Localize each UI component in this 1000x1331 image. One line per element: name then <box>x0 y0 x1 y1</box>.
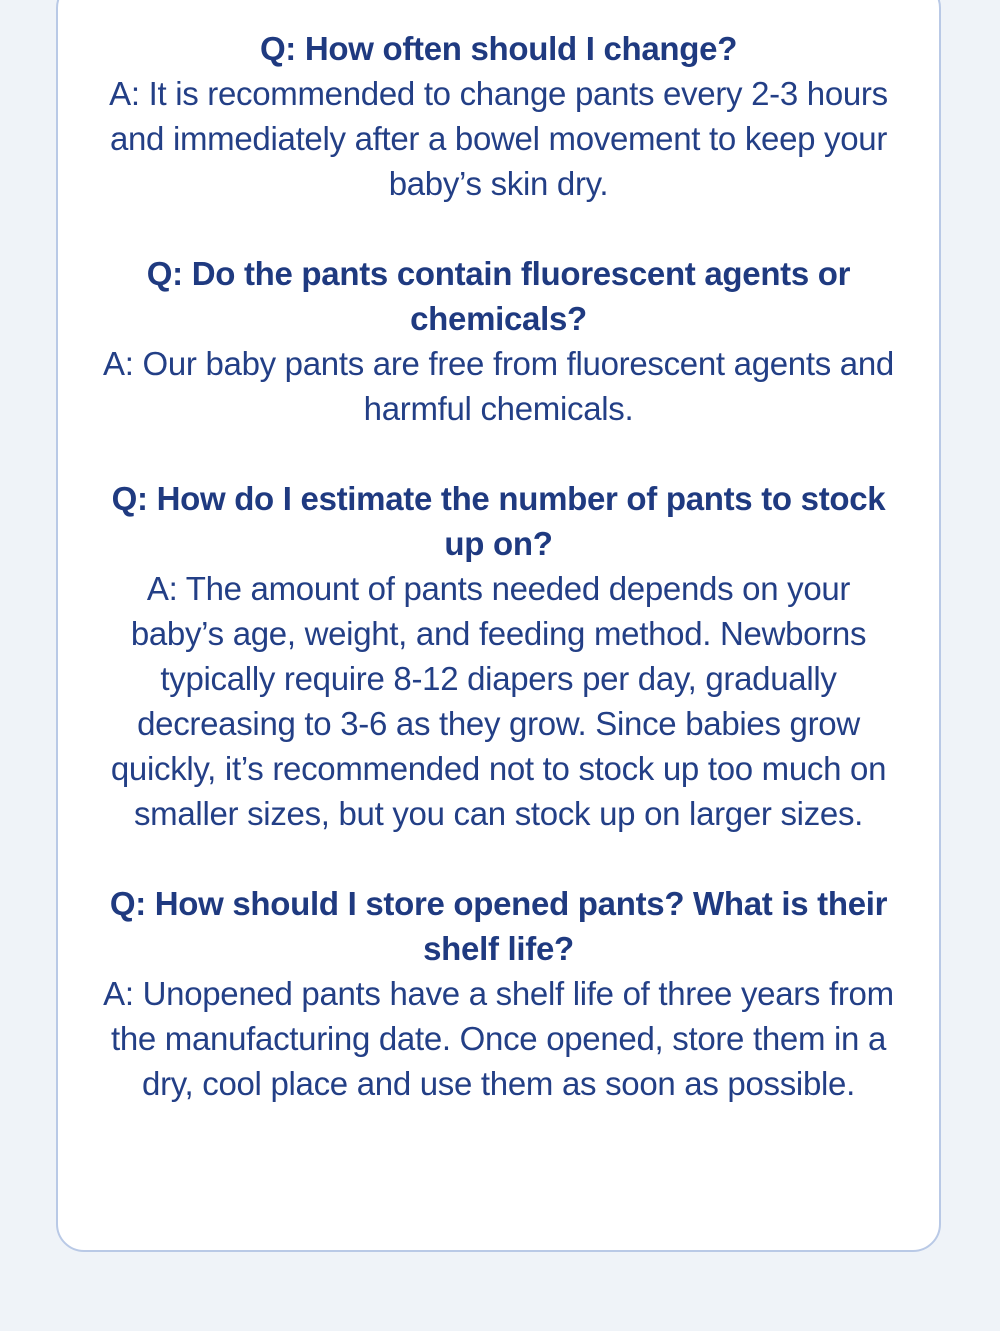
faq-question: Q: Do the pants contain fluorescent agents or chemicals? <box>146 255 851 337</box>
faq-question: Q: How often should I change? <box>259 30 738 67</box>
faq-answer: A: The amount of pants needed depends on your baby’s age, weight, and feeding method. Newborns typically require 8-12 diapers per day, gradually decreasing to 3-6 as they grow. Since babies grow quickly, it’s recommended not to stock up too much on smaller sizes, but you can stock up on larger sizes. <box>110 570 887 832</box>
faq-item <box>98 26 899 206</box>
faq-item <box>98 476 899 836</box>
faq-question: Q: How do I estimate the number of pants to stock up on? <box>111 480 886 562</box>
faq-card <box>56 0 941 1252</box>
faq-item <box>98 251 899 431</box>
faq-answer: A: It is recommended to change pants every 2-3 hours and immediately after a bowel movement to keep your baby’s skin dry. <box>109 75 888 202</box>
faq-item <box>98 881 899 1106</box>
faq-list <box>98 26 899 1151</box>
faq-answer: A: Our baby pants are free from fluorescent agents and harmful chemicals. <box>103 345 894 427</box>
faq-question: Q: How should I store opened pants? What is their shelf life? <box>109 885 888 967</box>
faq-answer: A: Unopened pants have a shelf life of three years from the manufacturing date. Once opened, store them in a dry, cool place and use them as soon as possible. <box>103 975 894 1102</box>
